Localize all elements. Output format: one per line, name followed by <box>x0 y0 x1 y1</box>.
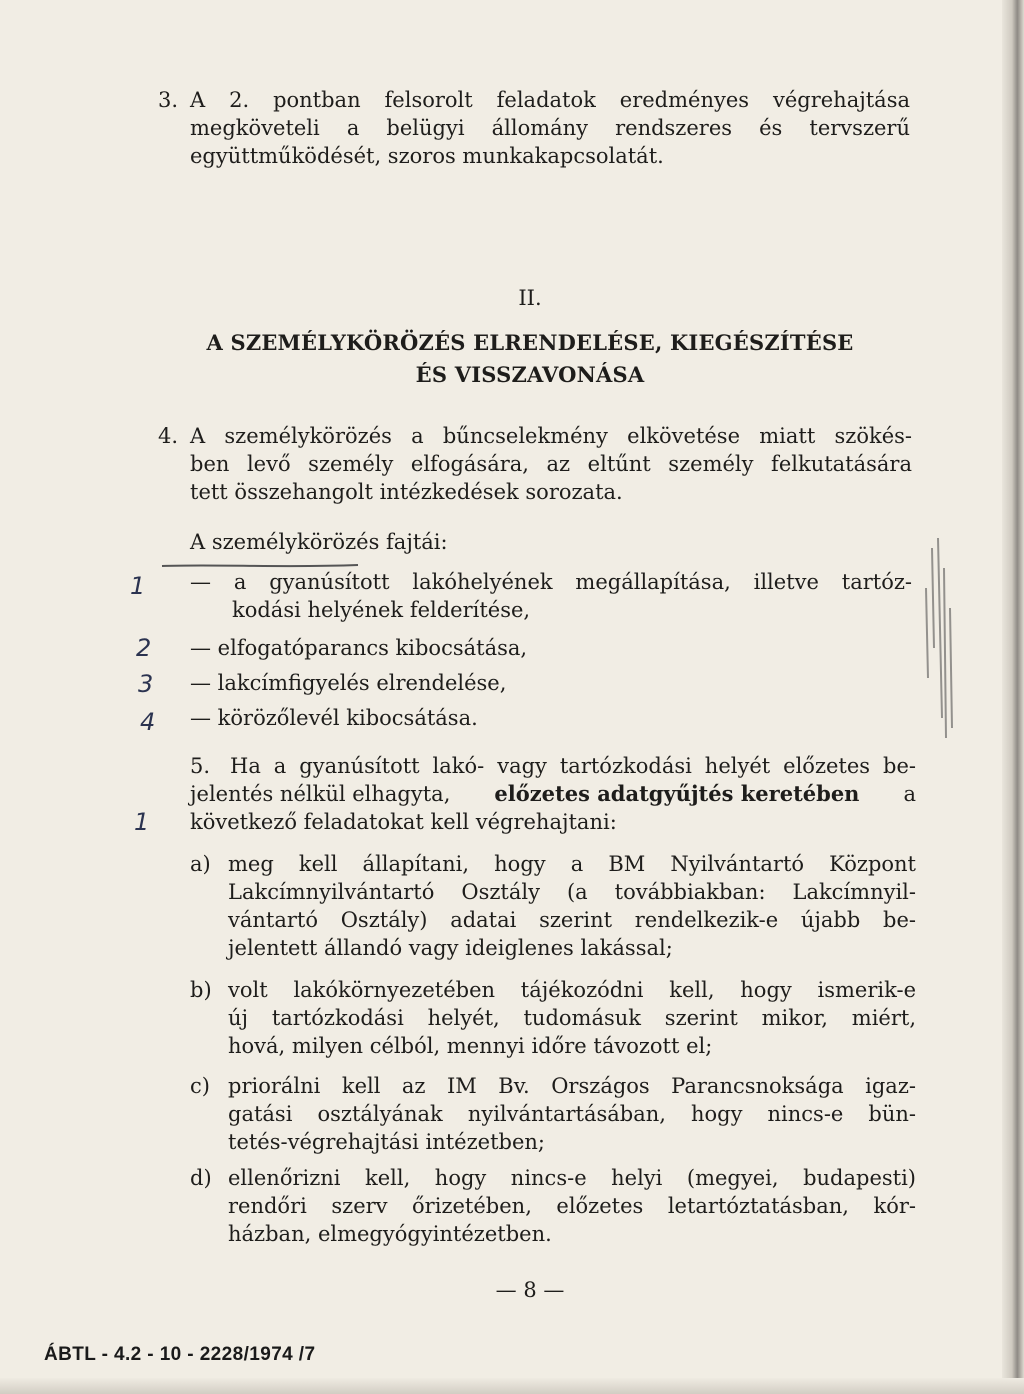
types-intro: A személykörözés fajtái: <box>190 530 448 554</box>
section-5-line-2-bold: előzetes adatgyűjtés keretében <box>494 781 860 806</box>
section-5-line-3: következő feladatokat kell végrehajtani: <box>190 810 617 834</box>
chapter-title-line-2: ÉS VISSZAVONÁSA <box>415 362 645 387</box>
section-5-line-2-post: a <box>903 782 916 806</box>
section-5-line-2-pre: jelentés nélkül elhagyta, <box>190 782 451 806</box>
item-d-line-2: rendőri szerv őrizetében, előzetes letartóztatásban, kór- <box>228 1194 916 1218</box>
chapter-roman-numeral: II. <box>518 286 542 310</box>
item-b-line-3: hová, milyen célból, mennyi időre távozott el; <box>228 1034 713 1058</box>
item-c-line-2: gatási osztályának nyilvántartásában, hogy nincs-e bün- <box>228 1102 916 1126</box>
section-4-number: 4. <box>158 424 179 448</box>
margin-mark-5: 1 <box>134 808 150 836</box>
type-4-line: — körözőlevél kibocsátása. <box>190 706 478 730</box>
page-bottom-edge <box>0 1378 1024 1394</box>
pencil-margin-scribble <box>912 528 962 748</box>
section-3-number: 3. <box>158 88 179 112</box>
section-5-number: 5. <box>190 754 211 778</box>
item-d-line-3: házban, elmegyógyintézetben. <box>228 1222 552 1246</box>
item-c-label: c) <box>190 1074 210 1098</box>
item-d-label: d) <box>190 1166 212 1190</box>
type-2-line: — elfogatóparancs kibocsátása, <box>190 636 528 660</box>
archive-reference: ÁBTL - 4.2 - 10 - 2228/1974 /7 <box>44 1344 316 1365</box>
page-number: — 8 — <box>495 1278 565 1302</box>
section-5-line-2 <box>190 780 916 808</box>
item-b-line-1: volt lakókörnyezetében tájékozódni kell, hogy ismerik-e <box>228 978 916 1002</box>
section-4-line-2: ben levő személy elfogására, az eltűnt személy felkutatására <box>190 452 912 476</box>
item-b-line-2: új tartózkodási helyét, tudomásuk szerint mikor, miért, <box>228 1006 916 1030</box>
section-3-line-3: együttműködését, szoros munkakapcsolatát. <box>190 144 664 168</box>
margin-mark-3: 3 <box>138 670 154 698</box>
item-c-line-3: tetés-végrehajtási intézetben; <box>228 1130 545 1154</box>
chapter-title-line-1: A SZEMÉLYKÖRÖZÉS ELRENDELÉSE, KIEGÉSZÍTÉSE <box>206 330 854 355</box>
type-3-line: — lakcímfigyelés elrendelése, <box>190 671 507 695</box>
margin-mark-1: 1 <box>130 572 146 600</box>
item-a-line-2: Lakcímnyilvántartó Osztály (a továbbiakban: Lakcímnyil- <box>228 880 916 904</box>
item-a-line-1: meg kell állapítani, hogy a BM Nyilvántartó Központ <box>228 852 916 876</box>
item-b-label: b) <box>190 978 212 1002</box>
section-4-line-3: tett összehangolt intézkedések sorozata. <box>190 480 623 504</box>
margin-mark-2: 2 <box>136 634 152 662</box>
section-3-line-2: megköveteli a belügyi állomány rendszeres és tervszerű <box>190 116 910 140</box>
section-4-line-1: A személykörözés a bűncselekmény elkövetése miatt szökés- <box>190 424 912 448</box>
page-edge-shadow <box>1002 0 1024 1394</box>
type-1-line-2: kodási helyének felderítése, <box>232 598 531 622</box>
type-1-line-1: — a gyanúsított lakóhelyének megállapítása, illetve tartóz- <box>190 570 912 594</box>
item-c-line-1: priorálni kell az IM Bv. Országos Parancsnoksága igaz- <box>228 1074 916 1098</box>
item-a-line-4: jelentett állandó vagy ideiglenes lakással; <box>228 936 673 960</box>
section-5-line-1: Ha a gyanúsított lakó- vagy tartózkodási helyét előzetes be- <box>230 754 916 778</box>
item-a-line-3: vántartó Osztály) adatai szerint rendelkezik-e újabb be- <box>228 908 916 932</box>
item-d-line-1: ellenőrizni kell, hogy nincs-e helyi (megyei, budapesti) <box>228 1166 916 1190</box>
margin-mark-4: 4 <box>140 708 156 736</box>
item-a-label: a) <box>190 852 211 876</box>
section-3-line-1: A 2. pontban felsorolt feladatok eredményes végrehajtása <box>190 88 910 112</box>
